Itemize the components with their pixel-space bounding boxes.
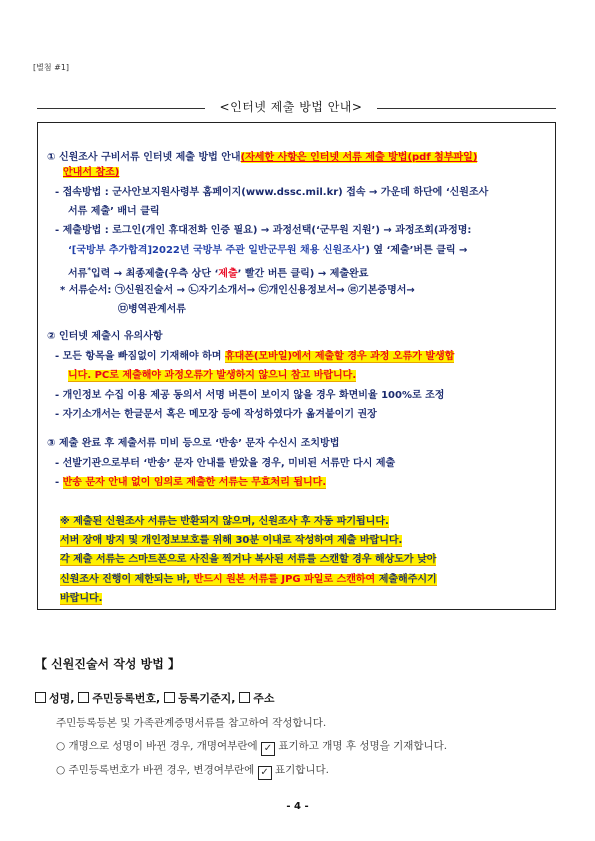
s2-heading: ② 인터넷 제출시 유의사항 — [47, 331, 163, 342]
s1-note: (자세한 사항은 인터넷 서류 제출 방법(pdf 첨부파일) — [240, 152, 478, 163]
s3-invalid-warning: 반송 문자 안내 없이 임의로 제출한 서류는 무효처리 됩니다. — [62, 477, 327, 488]
s1-docs-word: 서류 — [68, 268, 88, 280]
s1-access-method: - 접속방법 : 군사안보지원사령부 홈페이지(www.dssc.mil.kr) 접속 → 가운데 하단에 ‘신원조사 — [55, 187, 489, 198]
s1-course-name: ‘[국방부 추가합격]2022년 국방부 주관 일반군무원 채용 신원조사’ — [68, 245, 366, 256]
guide-fields-line — [35, 690, 274, 706]
guide-bullet-1 — [56, 738, 447, 756]
notice-submit: 제출해주시기 — [375, 574, 437, 585]
s1-submit-method-3 — [68, 264, 368, 280]
s1-heading: ① 신원조사 구비서류 인터넷 제출 방법 안내 — [47, 152, 241, 163]
notice-line4 — [60, 573, 437, 586]
s1-submit-method: - 제출방법 : 로그인(개인 휴대전화 인증 필요) → 과정선택(‘군무원 지원’) → 과정조회(과정명: — [55, 225, 472, 236]
s1-final-submit: 입력 → 최종제출(우측 상단 ‘ — [91, 268, 219, 280]
s1-asterisk: * — [87, 266, 91, 274]
title-rule-right — [377, 108, 556, 109]
guide-bullet-2-b: 표기합니다. — [274, 764, 330, 776]
checkbox-icon — [164, 692, 175, 703]
guide-bullet-2-a: ○ 주민등록번호가 바뀐 경우, 변경여부란에 — [56, 764, 255, 776]
notice-30min: 서버 장애 방지 및 개인정보보호를 위해 30분 이내로 작성하여 제출 바랍니다. — [60, 535, 403, 546]
guide-heading: 【 신원진술서 작성 방법 】 — [35, 657, 181, 671]
s2-line2 — [68, 369, 356, 382]
s1-line2 — [63, 166, 119, 179]
s1-note-cont: 안내서 참조) — [63, 167, 120, 178]
notice-line2 — [60, 534, 402, 547]
checkbox-icon — [78, 692, 89, 703]
s1-doc-order: * 서류순서: ㉠신원진술서 → ㉡자기소개서→ ㉢개인신용정보서→ ㉣기본증명서→ — [60, 285, 415, 296]
s2-consent-note: - 개인정보 수집 이용 제공 동의서 서명 버튼이 보이지 않을 경우 화면비율 100%로 조정 — [55, 390, 445, 401]
s2-mobile-warning: 휴대폰(모바일)에서 제출할 경우 과정 오류가 발생합 — [224, 351, 455, 362]
checkbox-icon — [35, 692, 46, 703]
field-registration-base: 등록기준지, — [178, 692, 236, 705]
notice-restricted: 신원조사 진행이 제한되는 바, — [60, 574, 194, 585]
notice-resolution: 각 제출 서류는 스마트폰으로 사진을 찍거나 복사된 서류를 스캔할 경우 해상도가 낮아 — [60, 554, 437, 565]
title-rule-left — [37, 108, 205, 109]
notice-thanks: 바랍니다. — [60, 593, 103, 604]
notice-line1 — [60, 515, 389, 528]
s3-line1: - 선발기관으로부터 ‘반송’ 문자 안내를 받았을 경우, 미비된 서류만 다시 제출 — [55, 458, 396, 469]
s1-line1 — [47, 151, 477, 164]
notice-no-return: ※ 제출된 신원조사 서류는 반환되지 않으며, 신원조사 후 자동 파기됩니다. — [60, 516, 389, 527]
page-number: - 4 - — [286, 801, 309, 812]
guide-bullet-1-a: ○ 개명으로 성명이 바뀐 경우, 개명여부란에 — [56, 740, 258, 752]
s3-dash: - — [55, 477, 63, 488]
s1-submit-button-note: ) 옆 ‘제출’버튼 클릭 → — [365, 245, 468, 256]
s2-all-items: - 모든 항목을 빠짐없이 기재해야 하며 — [55, 351, 225, 362]
s3-heading: ③ 제출 완료 후 제출서류 미비 등으로 ‘반송’ 문자 수신시 조치방법 — [47, 438, 340, 449]
s1-submit-red: 제출 — [218, 268, 238, 280]
guide-bullet-1-b: 표기하고 개명 후 성명을 기재합니다. — [278, 740, 448, 752]
s2-intro-note: - 자기소개서는 한글문서 혹은 메모장 등에 작성하였다가 옮겨붙이기 권장 — [55, 409, 377, 420]
checked-box-icon: ✓ — [258, 766, 272, 780]
s1-submit-method-2 — [68, 244, 467, 257]
s3-line2 — [55, 476, 326, 489]
checked-box-icon: ✓ — [261, 742, 275, 756]
s1-doc-order-cont: ㉤병역관계서류 — [118, 304, 186, 315]
s2-line1 — [55, 350, 454, 363]
s2-pc-warning: 니다. PC로 제출해야 과정오류가 발생하지 않으니 참고 바랍니다. — [68, 370, 357, 381]
field-name: 성명, — [49, 692, 75, 705]
guide-description: 주민등록등본 및 가족관계증명서류를 참고하여 작성합니다. — [56, 717, 327, 729]
s1-submit-done: ’ 빨간 버튼 클릭) → 제출완료 — [237, 268, 369, 280]
attachment-label: [별첨 #1] — [33, 63, 70, 72]
checkbox-icon — [239, 692, 250, 703]
box-title: <인터넷 제출 방법 안내> — [219, 100, 363, 114]
s1-access-method-cont: 서류 제출’ 배너 클릭 — [68, 206, 160, 217]
guide-bullet-2 — [56, 762, 329, 780]
notice-jpg-scan: 반드시 원본 서류를 JPG 파일로 스캔하여 — [193, 574, 376, 585]
field-rrn: 주민등록번호, — [92, 692, 161, 705]
notice-line5 — [60, 592, 102, 605]
field-address: 주소 — [253, 692, 275, 705]
notice-line3 — [60, 553, 436, 566]
